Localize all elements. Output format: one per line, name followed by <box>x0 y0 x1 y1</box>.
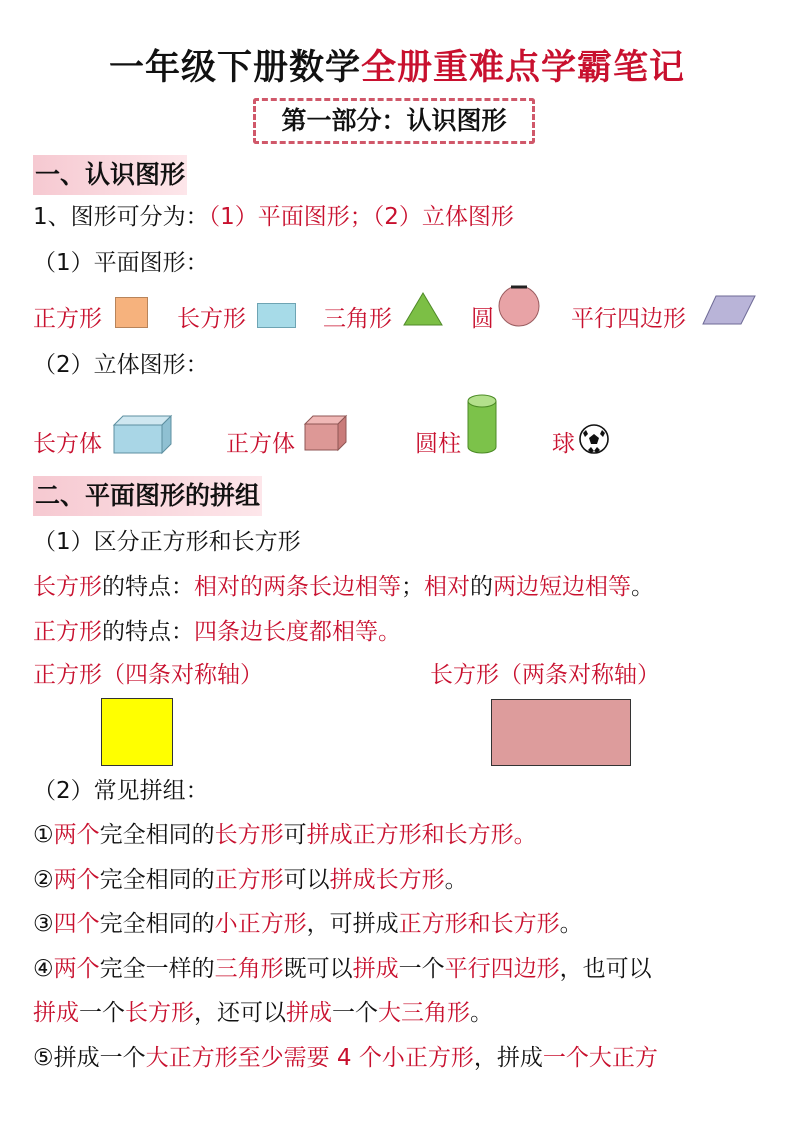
square-shape <box>115 297 148 328</box>
parallelogram-label: 平行四边形 <box>571 306 686 332</box>
list-item-5: ⑤拼成一个大正方形至少需要 4 个小正方形，拼成一个大正方 <box>33 1045 658 1071</box>
cuboid-label: 长方体 <box>33 431 102 457</box>
title-black: 一年级下册数学 <box>108 48 361 88</box>
page-title <box>0 40 794 90</box>
circle-shape <box>498 284 542 328</box>
list-item-1: ①两个完全相同的长方形可拼成正方形和长方形。 <box>33 822 537 848</box>
list-item-4-continued: 拼成一个长方形，还可以拼成一个大三角形。 <box>33 1000 493 1026</box>
classification-types: （1）平面图形；（2）立体图形 <box>208 204 514 230</box>
cube-label: 正方体 <box>226 431 295 457</box>
cuboid-shape <box>114 416 172 454</box>
classification-line <box>33 202 514 232</box>
part-title: 第一部分：认识图形 <box>253 98 535 144</box>
combination-subheading: （2）常见拼组： <box>33 778 209 804</box>
solid-shapes-label: （2）立体图形： <box>33 352 209 378</box>
yellow-square <box>101 698 173 766</box>
classification-prefix: 1、图形可分为： <box>33 204 209 230</box>
square-label: 正方形 <box>33 306 102 332</box>
rectangle-shape <box>257 303 296 328</box>
rectangle-caption: 长方形（两条对称轴） <box>430 662 660 688</box>
square-feature-line: 正方形的特点：四条边长度都相等。 <box>33 619 401 645</box>
section-heading-1: 一、认识图形 <box>33 155 187 195</box>
pink-rectangle <box>491 699 631 766</box>
list-item-4: ④两个完全一样的三角形既可以拼成一个平行四边形，也可以 <box>33 956 652 982</box>
triangle-shape <box>403 292 443 326</box>
rectangle-label: 长方形 <box>177 306 246 332</box>
list-item-2: ②两个完全相同的正方形可以拼成长方形。 <box>33 867 468 893</box>
distinguish-subheading: （1）区分正方形和长方形 <box>33 529 301 555</box>
cube-shape <box>305 416 347 452</box>
parallelogram-shape <box>702 295 756 325</box>
section-heading-2: 二、平面图形的拼组 <box>33 476 262 516</box>
cylinder-label: 圆柱 <box>415 431 461 457</box>
cylinder-shape <box>467 393 497 455</box>
sphere-label: 球 <box>552 431 575 457</box>
plane-shapes-label: （1）平面图形： <box>33 250 209 276</box>
square-caption: 正方形（四条对称轴） <box>33 662 263 688</box>
soccer-ball-icon <box>579 424 609 454</box>
list-item-3: ③四个完全相同的小正方形，可拼成正方形和长方形。 <box>33 911 583 937</box>
rectangle-feature-line: 长方形的特点：相对的两条长边相等；相对的两边短边相等。 <box>33 574 654 600</box>
title-red: 全册重难点学霸笔记 <box>361 48 686 88</box>
triangle-label: 三角形 <box>323 306 392 332</box>
circle-label: 圆 <box>471 306 494 332</box>
